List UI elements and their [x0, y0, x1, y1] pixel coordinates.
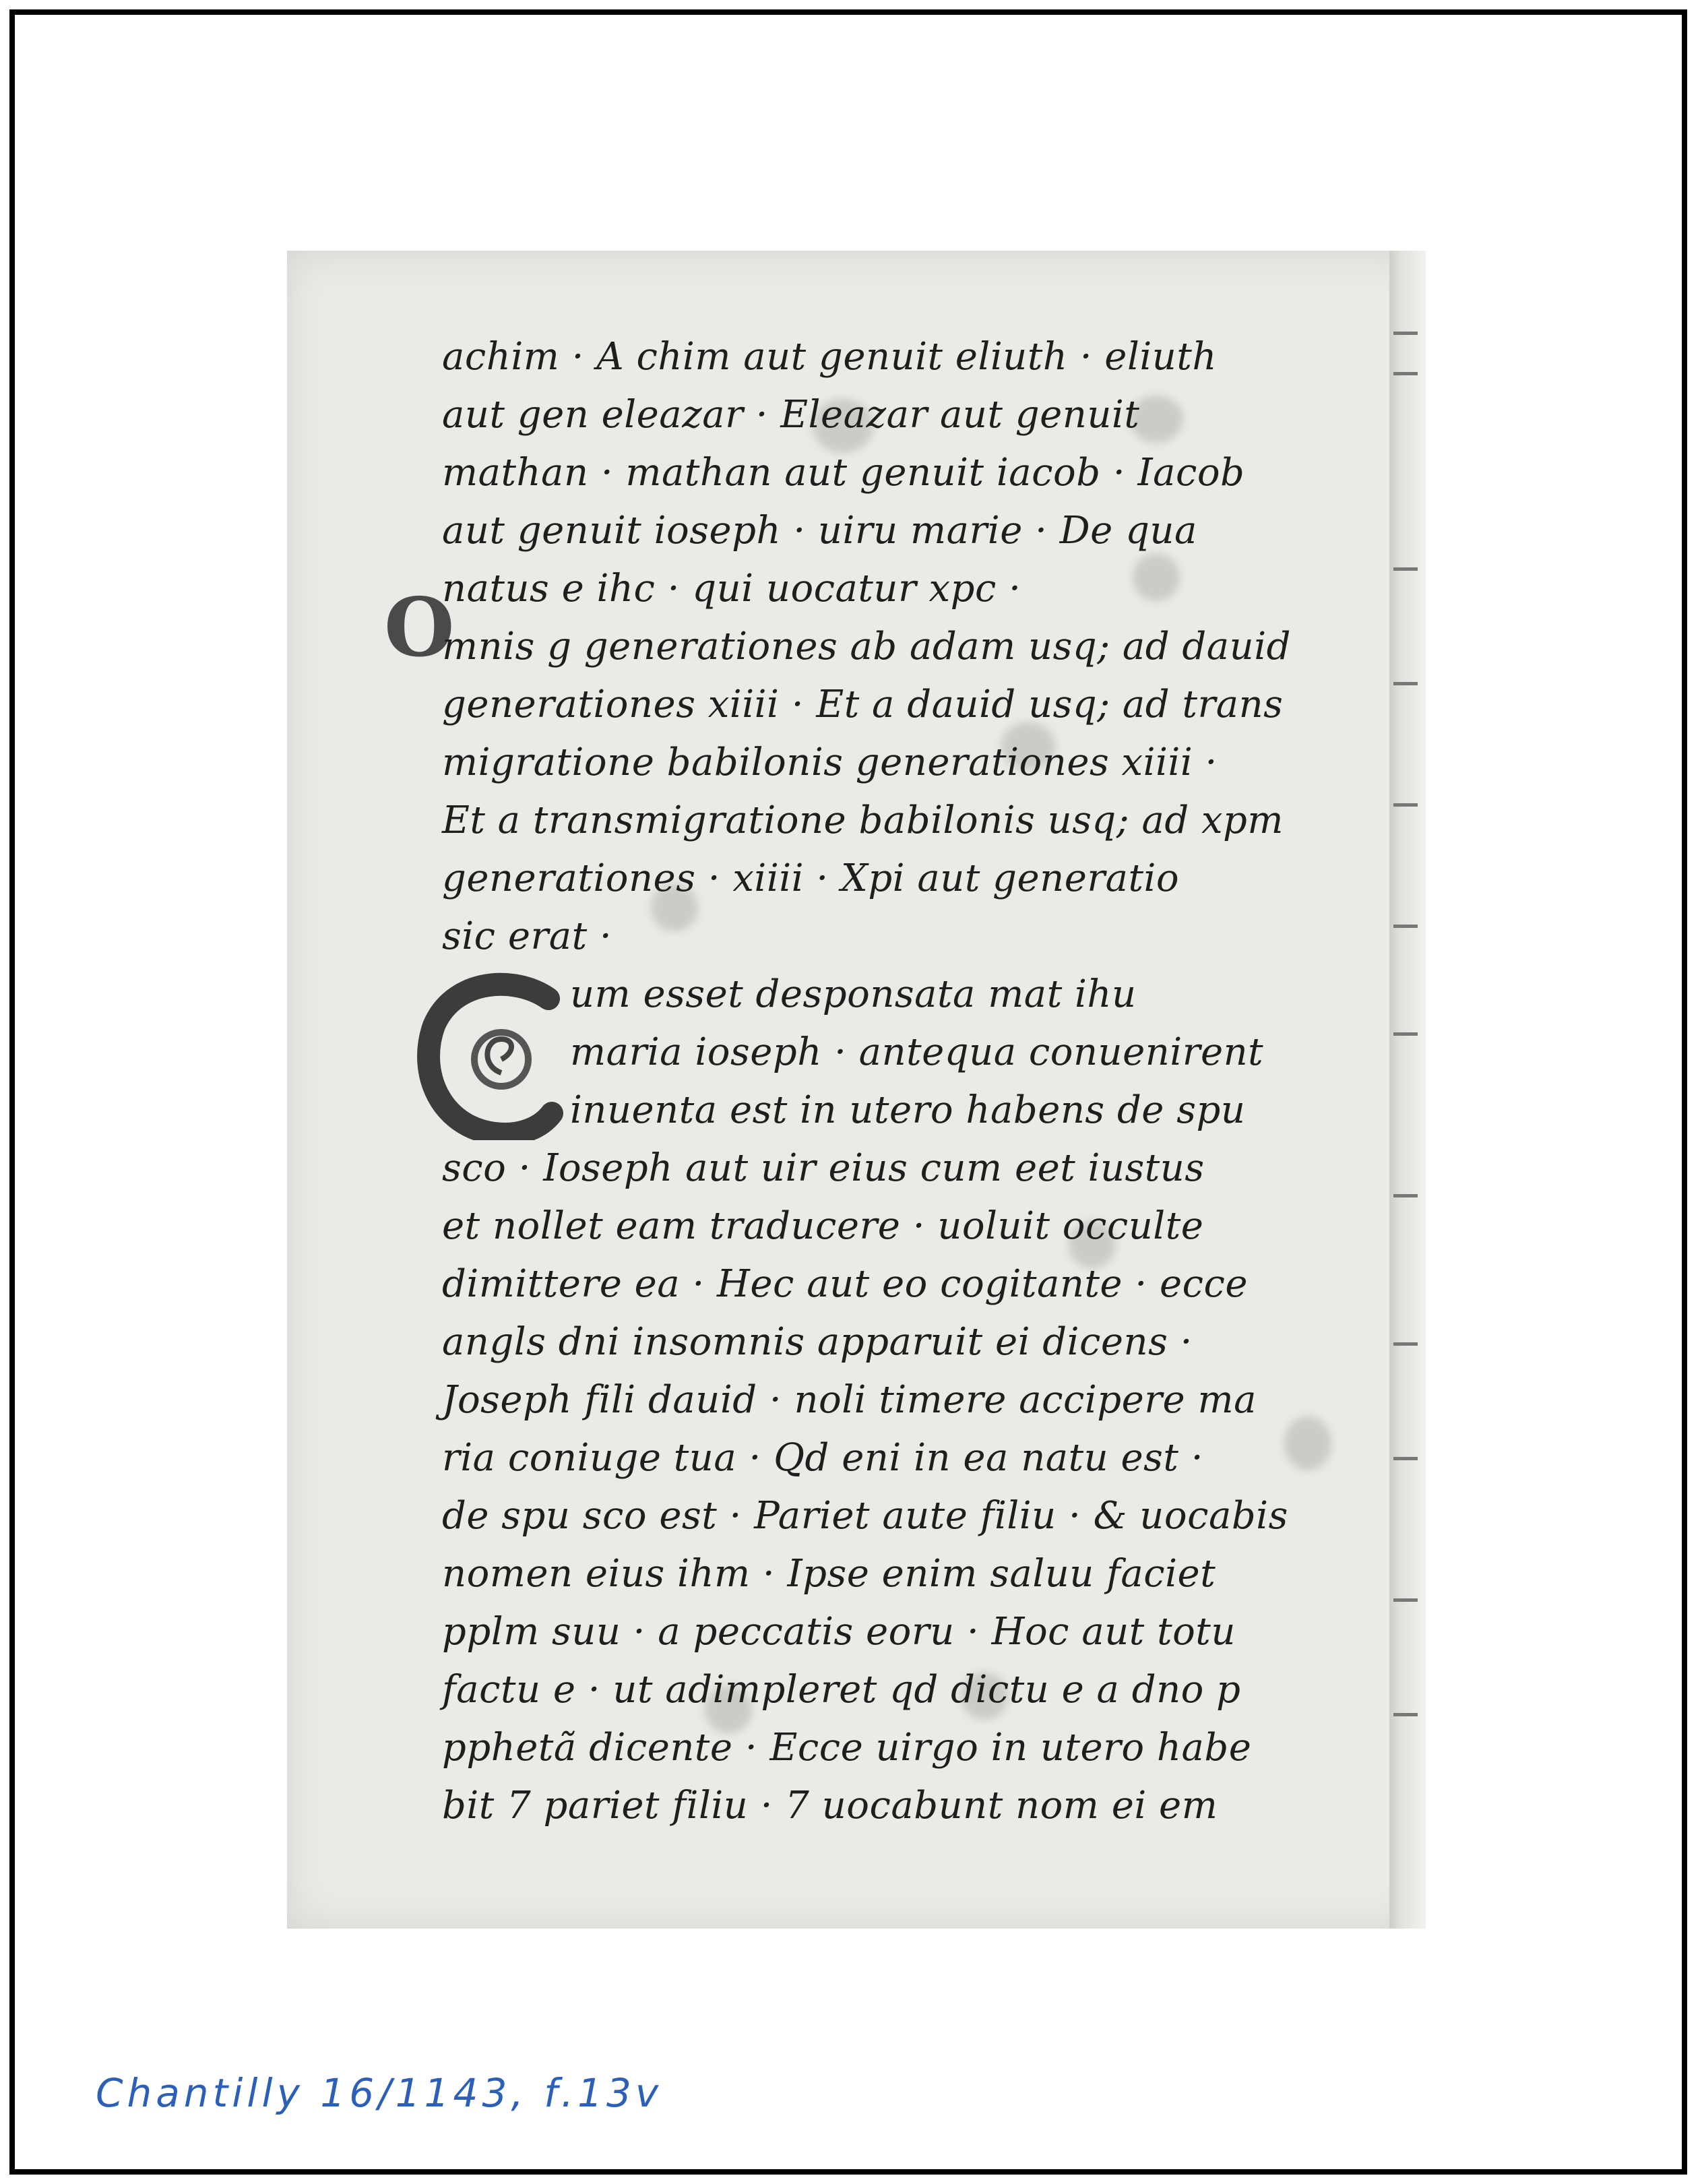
text-line: inuenta est in utero habens de spu: [570, 1088, 1246, 1132]
text-line: achim · A chim aut genuit eliuth · eliuth: [442, 335, 1217, 379]
text-line: de spu sco est · Pariet aute filiu · & uocabis: [442, 1494, 1288, 1538]
text-line: angls dni insomnis apparuit ei dicens ·: [442, 1320, 1193, 1364]
text-line: Joseph fili dauid · noli timere accipere ma: [442, 1378, 1257, 1422]
text-line: pplm suu · a peccatis eoru · Hoc aut totu: [442, 1610, 1236, 1654]
text-line: bit 7 pariet filiu · 7 uocabunt nom ei em: [442, 1784, 1218, 1828]
text-line: aut gen eleazar · Eleazar aut genuit: [442, 393, 1140, 437]
text-line: generationes xiiii · Et a dauid usq; ad trans: [442, 683, 1284, 726]
text-line: factu e · ut adimpleret qd dictu e a dno p: [442, 1668, 1241, 1712]
text-line: generationes · xiiii · Xpi aut generatio: [442, 856, 1180, 900]
text-line: et nollet eam traducere · uoluit occulte: [442, 1204, 1204, 1248]
shelfmark-caption: Chantilly 16/1143, f.13v: [96, 2070, 663, 2116]
text-line: mathan · mathan aut genuit iacob · Iacob: [442, 451, 1245, 495]
text-line: um esset desponsata mat ihu: [570, 972, 1137, 1016]
text-line: aut genuit ioseph · uiru marie · De qua: [442, 509, 1197, 553]
text-line: ria coniuge tua · Qd eni in ea natu est ·: [442, 1436, 1204, 1480]
text-line: pphetã dicente · Ecce uirgo in utero habe: [442, 1726, 1252, 1770]
facing-page-edge: [1389, 251, 1426, 1929]
manuscript-leaf: [287, 251, 1426, 1929]
text-line: dimittere ea · Hec aut eo cogitante · ecce: [442, 1262, 1248, 1306]
text-line: nomen eius ihm · Ipse enim saluu faciet: [442, 1552, 1216, 1596]
page-frame: [9, 9, 1687, 2175]
decorated-initial-o: O: [384, 580, 455, 675]
text-line: Et a transmigratione babilonis usq; ad xpm: [442, 799, 1284, 842]
text-line: mnis g generationes ab adam usq; ad dauid: [442, 625, 1291, 668]
text-line: natus e ihc · qui uocatur xpc ·: [442, 567, 1021, 611]
initial-c-letter: C: [495, 1125, 500, 1132]
manuscript-text: [442, 328, 1331, 1835]
text-line: maria ioseph · antequa conuenirent: [570, 1030, 1264, 1074]
text-line: migratione babilonis generationes xiiii ·: [442, 741, 1218, 784]
text-line: sco · Ioseph aut uir eius cum eet iustus: [442, 1146, 1205, 1190]
text-line: sic erat ·: [442, 914, 612, 958]
